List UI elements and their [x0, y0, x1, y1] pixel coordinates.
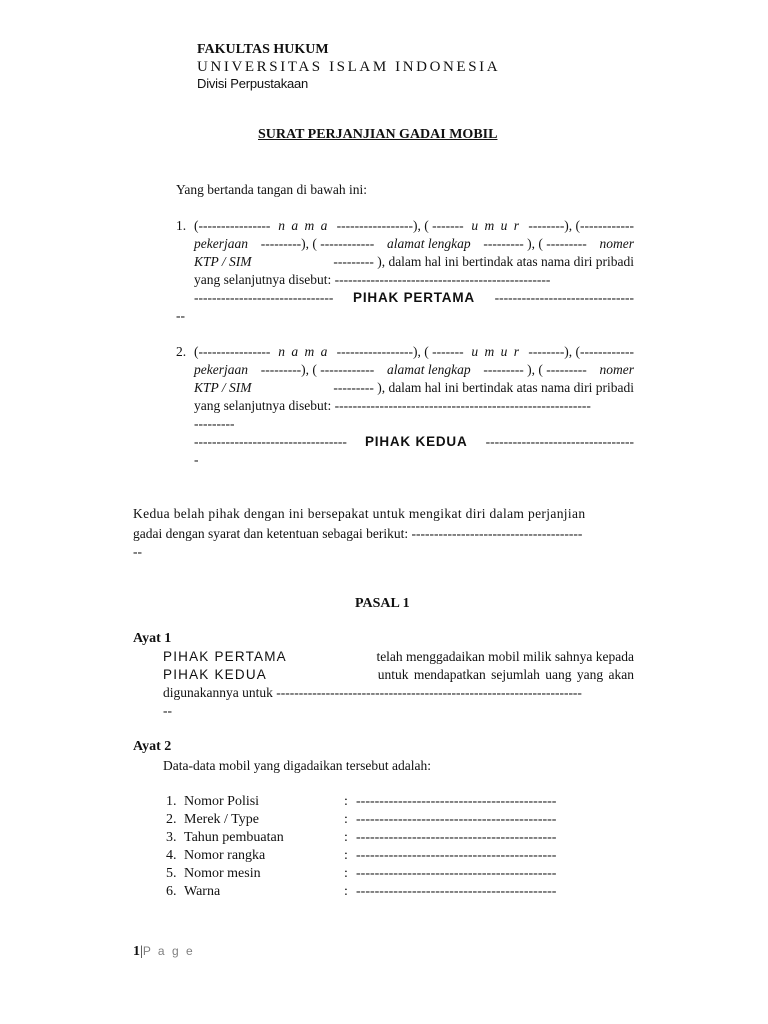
ayat-2-label: Ayat 2: [133, 739, 172, 754]
page-label: P a g e: [142, 944, 195, 958]
party-1-number: 1.: [176, 218, 187, 233]
ayat-1-pihak-pertama: PIHAK PERTAMA: [163, 649, 287, 664]
document-title: SURAT PERJANJIAN GADAI MOBIL: [258, 127, 498, 142]
role-pihak-pertama: PIHAK PERTAMA: [353, 290, 475, 305]
party-1-wrap: --: [176, 308, 185, 323]
placeholder-umur: u m u r: [471, 344, 521, 359]
placeholder-nama: n a m a: [278, 344, 329, 359]
placeholder-pekerjaan: pekerjaan: [194, 362, 248, 377]
footer-separator: |: [140, 944, 143, 959]
ayat-1-line-1: PIHAK PERTAMA telah menggadaikan mobil milik sahnya kepada: [163, 649, 634, 664]
list-item: 1. Nomor Polisi : -------------------------------------------: [166, 794, 557, 809]
list-item: 2. Merek / Type : -------------------------------------------: [166, 812, 557, 827]
party-2-line-4-wrap: ---------: [194, 416, 235, 431]
placeholder-alamat: alamat lengkap: [386, 362, 471, 377]
placeholder-pekerjaan: pekerjaan: [194, 236, 248, 251]
ayat-1-line-2: PIHAK KEDUA untuk mendapatkan sejumlah uang yang akan: [163, 667, 634, 682]
placeholder-ktp: KTP / SIM: [194, 254, 252, 269]
party-1-role-line: ------------------------------- PIHAK PERTAMA -------------------------------: [194, 290, 634, 305]
list-item: 3. Tahun pembuatan : -------------------------------------------: [166, 830, 557, 845]
page-footer: [133, 944, 195, 960]
car-data-list: [166, 794, 556, 902]
list-item: 4. Nomor rangka : -------------------------------------------: [166, 848, 557, 863]
agreement-line-2: gadai dengan syarat dan ketentuan sebagai berikut: --------------------------------------: [133, 526, 583, 541]
ayat-2-intro: Data-data mobil yang digadaikan tersebut adalah:: [163, 758, 432, 773]
role-pihak-kedua: PIHAK KEDUA: [364, 434, 468, 449]
page-number: 1: [133, 944, 140, 959]
list-item: 6. Warna : -------------------------------------------: [166, 884, 557, 899]
placeholder-nomer: nomer: [599, 362, 634, 377]
party-2-line-1: (---------------- n a m a -----------------), ( ------- u m u r --------), (------------: [194, 344, 634, 359]
party-1-line-3: KTP / SIM --------- ), dalam hal ini bertindak atas nama diri pribadi: [194, 254, 634, 269]
division-name: Divisi Perpustakaan: [197, 76, 309, 91]
list-item: 5. Nomor mesin : -------------------------------------------: [166, 866, 557, 881]
party-2-line-3: KTP / SIM --------- ), dalam hal ini bertindak atas nama diri pribadi: [194, 380, 634, 395]
party-2-role-line: ---------------------------------- PIHAK KEDUA ---------------------------------: [194, 434, 634, 449]
university-name: UNIVERSITAS ISLAM INDONESIA: [197, 59, 501, 75]
agreement-line-3: --: [133, 544, 142, 559]
intro-text: Yang bertanda tangan di bawah ini:: [176, 182, 367, 197]
party-1-line-4: yang selanjutnya disebut: ------------------------------------------------: [194, 272, 551, 287]
faculty-name: FAKULTAS HUKUM: [197, 42, 329, 57]
party-2-line-4: yang selanjutnya disebut: ---------------------------------------------------------: [194, 398, 591, 413]
party-2-number: 2.: [176, 344, 187, 359]
placeholder-ktp: KTP / SIM: [194, 380, 252, 395]
party-1-line-2: pekerjaan ---------), ( ------------ alamat lengkap --------- ), ( --------- nomer: [194, 236, 634, 251]
party-2-wrap: -: [194, 452, 199, 467]
pasal-heading: PASAL 1: [355, 596, 410, 611]
placeholder-nomer: nomer: [599, 236, 634, 251]
party-1-line-1: (---------------- n a m a -----------------), ( ------- u m u r --------), (------------: [194, 218, 634, 233]
placeholder-umur: u m u r: [471, 218, 521, 233]
ayat-1-line-4: --: [163, 703, 172, 718]
ayat-1-line-3: digunakannya untuk --------------------------------------------------------------------: [163, 685, 582, 700]
placeholder-alamat: alamat lengkap: [386, 236, 471, 251]
ayat-1-label: Ayat 1: [133, 631, 172, 646]
placeholder-nama: n a m a: [278, 218, 329, 233]
ayat-1-pihak-kedua: PIHAK KEDUA: [163, 667, 267, 682]
party-2-line-2: pekerjaan ---------), ( ------------ alamat lengkap --------- ), ( --------- nomer: [194, 362, 634, 377]
agreement-line-1: Kedua belah pihak dengan ini bersepakat untuk mengikat diri dalam perjanjian: [133, 506, 586, 521]
